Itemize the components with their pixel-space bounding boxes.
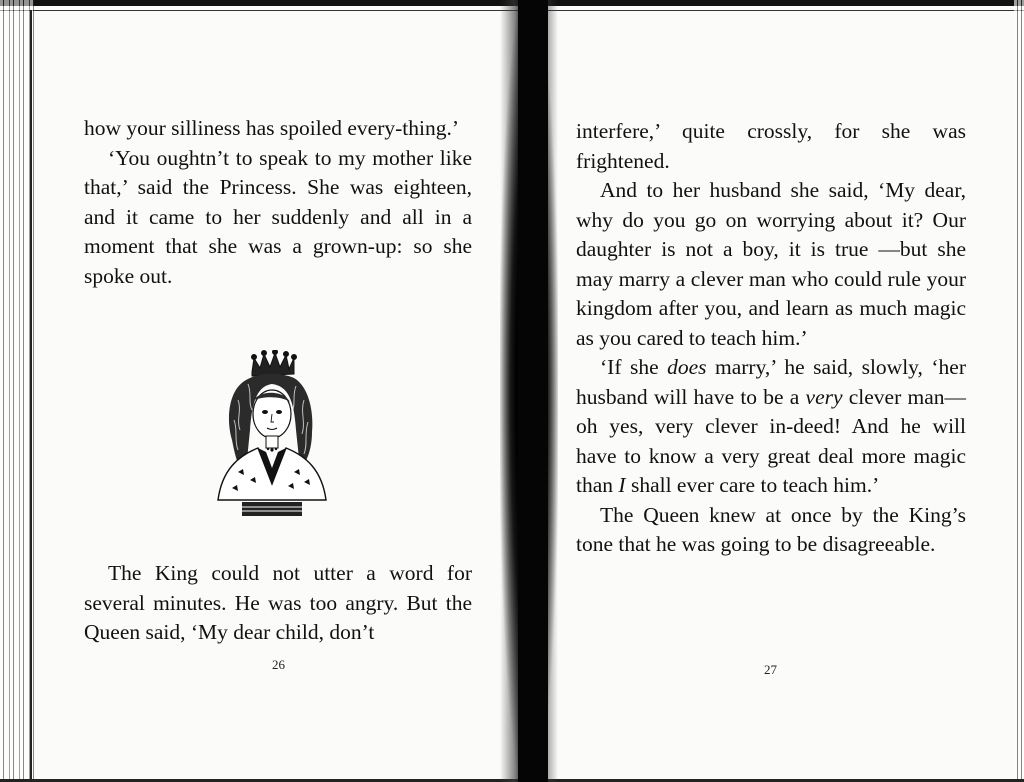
book-left-page-edges	[0, 0, 34, 782]
emphasis-very: very	[805, 384, 843, 409]
left-page-text-top	[84, 114, 472, 291]
right-paragraph-3-part-b: marry,’ he said, slowly, ‘her husband will have to be a	[576, 355, 966, 409]
book-gutter	[518, 0, 548, 782]
book-left-border	[30, 10, 32, 780]
emphasis-does: does	[667, 355, 707, 379]
page-number-right: 27	[764, 662, 777, 677]
right-paragraph-1: interfere,’ quite crossly, for she was frightened.	[576, 119, 966, 173]
left-paragraph-2: ‘You oughtn’t to speak to my mother like that,’ said the Princess. She was eighteen, and it came to her suddenly and all in a moment that she was a grown-up: so she spoke out.	[84, 145, 472, 288]
princess-illustration-icon	[208, 350, 334, 522]
right-paragraph-4: The Queen knew at once by the King’s tone that he was going to be disagreeable.	[576, 502, 966, 556]
left-paragraph-1: how your silliness has spoiled every-thing.’	[84, 116, 460, 140]
page-number-left: 26	[272, 657, 285, 672]
emphasis-i: I	[618, 473, 626, 497]
left-page-text-bottom	[84, 559, 472, 648]
book-right-page-edges	[1014, 0, 1024, 782]
left-paragraph-3: The King could not utter a word for several minutes. He was too angry. But the Queen said, ‘My dear child, don’t	[84, 561, 472, 644]
right-paragraph-3-part-d: shall ever care to teach him.’	[625, 473, 880, 497]
right-paragraph-3	[576, 353, 966, 501]
right-paragraph-3-part-c: clever man—oh yes, very clever in-deed! And he will have to know a very great deal more magic than	[576, 384, 966, 497]
right-paragraph-2: And to her husband she said, ‘My dear, why do you go on worrying about it? Our daughter is not a boy, it is true —but she may marry a clever man who could rule your kingdom after you, and learn as much magic as you cared to teach him.’	[576, 178, 966, 350]
right-page-text	[576, 117, 966, 560]
right-paragraph-3-part-a: ‘If she	[600, 355, 668, 379]
crown-icon	[252, 350, 297, 376]
